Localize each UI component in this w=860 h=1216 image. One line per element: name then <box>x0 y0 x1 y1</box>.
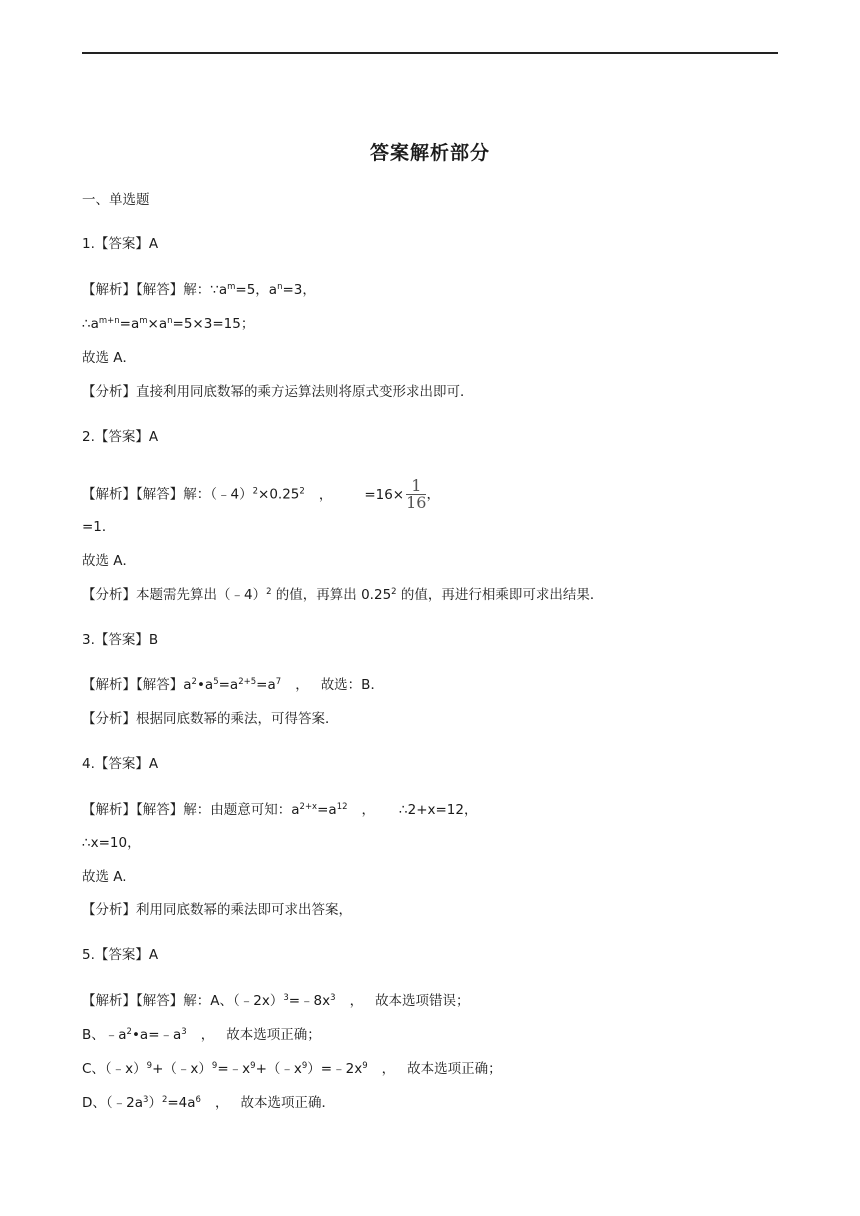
q3-analysis: 【分析】根据同底数幂的乘法，可得答案． <box>82 711 339 727</box>
q2-solution: 【解析】【解答】解：$(﹣4)^2\times 0.25^2$ ， =16× $\frac{1}{16}$ ， <box>82 476 440 512</box>
section-heading: 一、单选题 <box>82 192 150 208</box>
q4-answer: 4.【答案】A <box>82 756 159 772</box>
q4-analysis: 【分析】利用同底数幂的乘法即可求出答案， <box>82 902 352 918</box>
fraction-one-sixteenth: $\frac{1}{16}$ <box>406 476 427 512</box>
q2-analysis: 【分析】本题需先算出（﹣4）$^2$ 的值，再算出 0.25$^2$ 的值，再进行相乘即可求出结果． <box>82 587 604 603</box>
q5-option-d: D、$(﹣2a^3)^2=4a^6$ ， 故本选项正确． <box>82 1095 335 1111</box>
page-title: 答案解析部分 <box>369 142 490 164</box>
q1-analysis: 【分析】直接利用同底数幂的乘方运算法则将原式变形求出即可． <box>82 384 474 400</box>
q5-answer: 5.【答案】A <box>82 947 159 963</box>
q2-answer: 2.【答案】A <box>82 429 159 445</box>
q4-solution: 【解析】【解答】解：由题意可知：$a^{2+x}=a^{12}$ ， ∴2+x=12， <box>82 802 478 818</box>
header-rule <box>82 52 778 54</box>
q2-choice: 故选 A． <box>82 553 137 569</box>
q5-option-a: 【解析】【解答】解：A、$(﹣2x)^3=﹣8x^3$ ， 故本选项错误； <box>82 993 470 1009</box>
q2-result: =1． <box>82 519 116 535</box>
q4-choice: 故选 A. <box>82 869 127 885</box>
q1-answer: 1.【答案】A <box>82 236 159 252</box>
q1-solution: 【解析】【解答】解：$\because a^m=5$，$a^n=3$， <box>82 282 316 298</box>
q5-option-b: B、$﹣a^2•a=﹣a^3$ ， 故本选项正确； <box>82 1027 321 1043</box>
q1-choice: 故选 A． <box>82 350 137 366</box>
q1-solution-step: $\therefore a^{m+n}=a^m\times a^n=5\times 3=15$； <box>82 316 255 332</box>
q3-answer: 3.【答案】B <box>82 632 159 648</box>
q5-option-c: C、$(﹣x)^9+(﹣x)^9=﹣x^9+(﹣x^9)=﹣2x^9$ ， 故本选项正确； <box>82 1061 502 1077</box>
q4-solution-step: ∴x=10， <box>82 835 141 851</box>
q3-solution: 【解析】【解答】$a^2•a^5=a^{2+5}=a^7$ ， 故选：B． <box>82 677 384 693</box>
